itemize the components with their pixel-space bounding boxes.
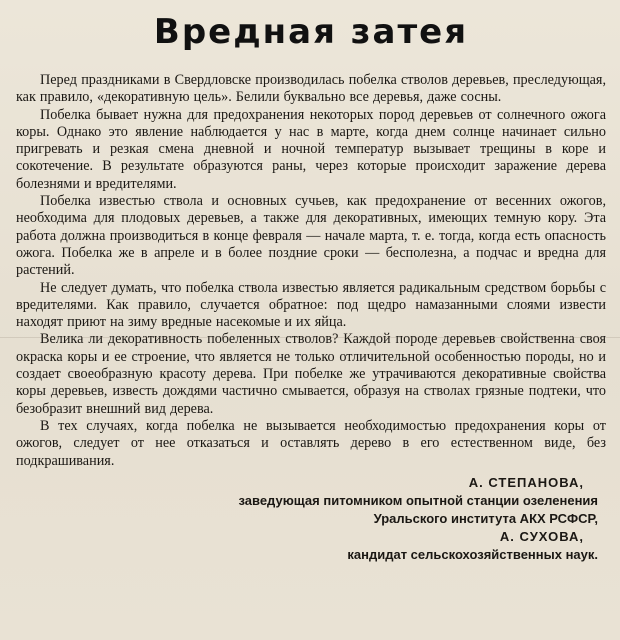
paragraph-3: Побелка известью ствола и основных сучьев, как предохранение от весенних ожогов, необходима для плодовых деревьев, а также для декоративных, имеющих темную кору. Эта работа должна производиться в конце февраля — начале марта, т. е. тогда, когда есть опасность ожога. Побелка же в апреле и в более поздние сроки — бесполезна, а подчас и вредна для растений. [16, 193, 606, 279]
author-1-name: А. СТЕПАНОВА, [468, 474, 584, 490]
paragraph-1: Перед праздниками в Свердловске производилась побелка стволов деревьев, преследующая, как правило, «декоративную цель». Белили буквально все деревья, даже сосны. [16, 72, 606, 106]
paragraph-2: Побелка бывает нужна для предохранения некоторых пород деревьев от солнечного ожога коры. Однако это явление наблюдается у нас в марте, когда днем солнце начинает сильно пригревать и резкая смена дневной и ночной температур вызывает трещины в коре и сокотечение. В результате образуются раны, через которые происходит заражение дерева болезнями и вредителями. [16, 106, 606, 192]
author-2-name: А. СУХОВА, [499, 528, 584, 544]
paragraph-5: Велика ли декоративность побеленных стволов? Каждой породе деревьев свойственна своя окраска коры и ее строение, что является не только отличительной особенностью породы, но и создает своеобразную красоту дерева. При побелке же утрачиваются декоративные свойства коры деревьев, известь дождями частично смывается, образуя на стволах грязные подтеки, что безобразит внешний вид дерева. [16, 331, 606, 417]
author-1-title-line-2: Уральского института АКХ РСФСР, [373, 510, 598, 526]
paper-fold-line [0, 337, 620, 338]
article-signature [16, 474, 606, 564]
article-body [16, 72, 606, 470]
author-2-title: кандидат сельскохозяйственных наук. [347, 546, 598, 562]
article-headline: Вредная затея [153, 12, 469, 52]
author-1-title-line-1: заведующая питомником опытной станции озеленения [238, 492, 598, 508]
paragraph-4: Не следует думать, что побелка ствола известью является радикальным средством борьбы с вредителями. Как правило, случается обратное: под щедро намазанными слоями извести находят приют на зиму вредные насекомые и их яйца. [16, 279, 606, 331]
paragraph-6: В тех случаях, когда побелка не вызывается необходимостью предохранения коры от ожогов, следует от нее отказаться и оставлять дерево в его естественном виде, без подкрашивания. [16, 417, 606, 469]
